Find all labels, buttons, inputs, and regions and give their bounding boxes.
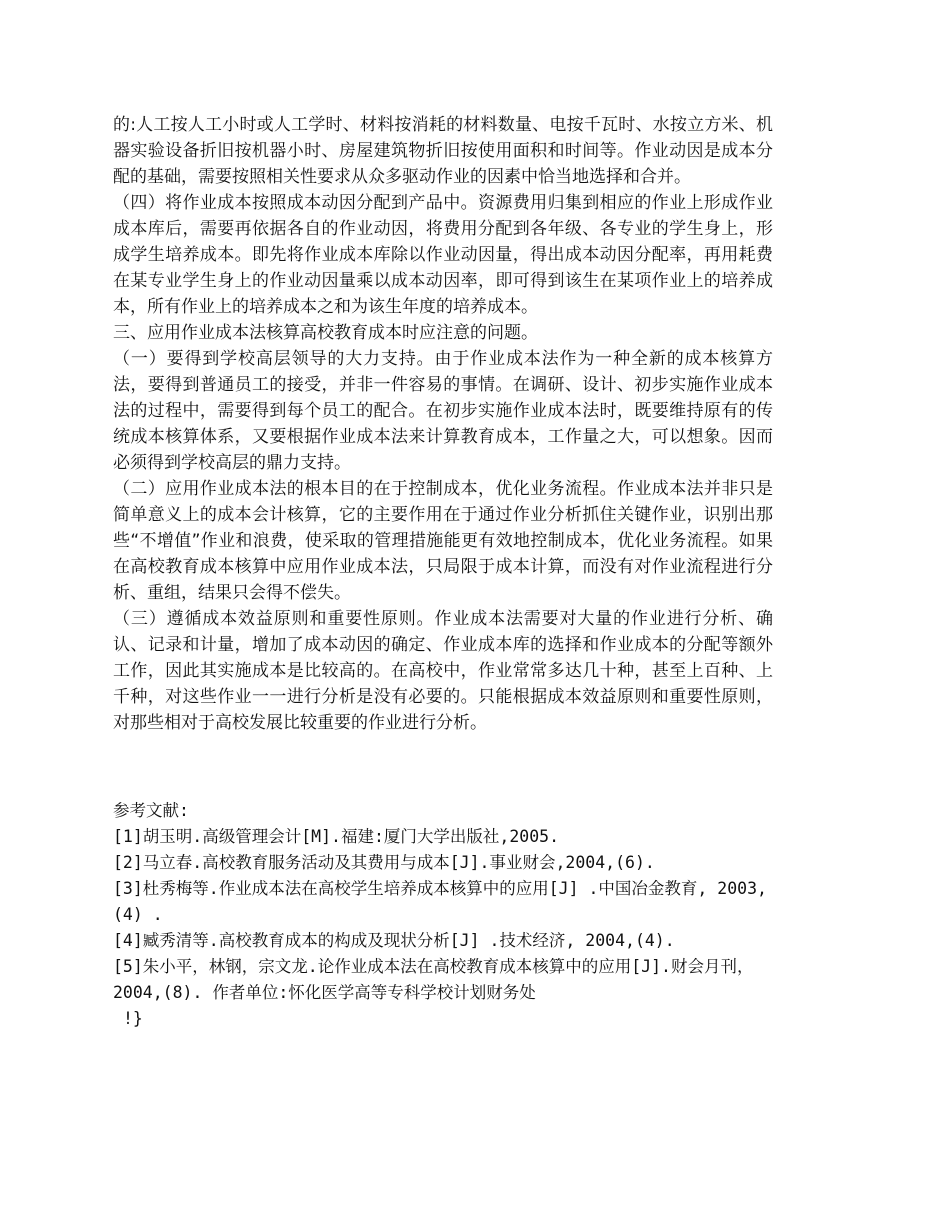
reference-item: [4]臧秀清等.高校教育成本的构成及现状分析[J] .技术经济, 2004,(4). (113, 931, 675, 950)
body-paragraph: （一）要得到学校高层领导的大力支持。由于作业成本法作为一种全新的成本核算方法，要得到普通员工的接受，并非一件容易的事情。在调研、设计、初步实施作业成本法的过程中，需要得到每个员工的配合。在初步实施作业成本法时，既要维持原有的传统成本核算体系，又要根据作业成本法来计算教育成本，工作量之大，可以想象。因而必须得到学校高层的鼎力支持。 (113, 349, 773, 473)
body-paragraph: （二）应用作业成本法的根本目的在于控制成本，优化业务流程。作业成本法并非只是简单意义上的成本会计核算，它的主要作用在于通过作业分析抓住关键作业，识别出那些“不增值”作业和浪费，使采取的管理措施能更有效地控制成本，优化业务流程。如果在高校教育成本核算中应用作业成本法，只局限于成本计算，而没有对作业流程进行分析、重组，结果只会得不偿失。 (113, 479, 773, 603)
body-paragraph: （四）将作业成本按照成本动因分配到产品中。资源费用归集到相应的作业上形成作业成本库后，需要再依据各自的作业动因，将费用分配到各年级、各专业的学生身上，形成学生培养成本。即先将作业成本库除以作业动因量，得出成本动因分配率，再用耗费在某专业学生身上的作业动因量乘以成本动因率，即可得到该生在某项作业上的培养成本，所有作业上的培养成本之和为该生年度的培养成本。 (113, 193, 773, 317)
reference-item: [3]杜秀梅等.作业成本法在高校学生培养成本核算中的应用[J] .中国冶金教育, 2003,(4) . (113, 879, 767, 924)
document-page (113, 112, 773, 1032)
body-paragraph: （三）遵循成本效益原则和重要性原则。作业成本法需要对大量的作业进行分析、确认、记录和计量，增加了成本动因的确定、作业成本库的选择和作业成本的分配等额外工作，因此其实施成本是比较高的。在高校中，作业常常多达几十种，甚至上百种、上千种，对这些作业一一进行分析是没有必要的。只能根据成本效益原则和重要性原则，对那些相对于高校发展比较重要的作业进行分析。 (113, 609, 773, 733)
references-heading: 参考文献: (113, 801, 189, 820)
trailing-marks: !} (113, 1009, 143, 1028)
reference-item: [5]朱小平，林钢，宗文龙.论作业成本法在高校教育成本核算中的应用[J].财会月刊，2004,(8). 作者单位:怀化医学高等专科学校计划财务处 (113, 957, 754, 1002)
reference-item: [1]胡玉明.高级管理会计[M].福建:厦门大学出版社,2005. (113, 827, 560, 846)
section-heading: 三、应用作业成本法核算高校教育成本时应注意的问题。 (113, 323, 538, 343)
body-paragraph: 的:人工按人工小时或人工学时、材料按消耗的材料数量、电按千瓦时、水按立方米、机器实验设备折旧按机器小时、房屋建筑物折旧按使用面积和时间等。作业动因是成本分配的基础，需要按照相关性要求从众多驱动作业的因素中恰当地选择和合并。 (113, 115, 773, 187)
reference-item: [2]马立春.高校教育服务活动及其费用与成本[J].事业财会,2004,(6). (113, 853, 655, 872)
references-section (113, 798, 773, 1032)
document-body (113, 112, 773, 736)
